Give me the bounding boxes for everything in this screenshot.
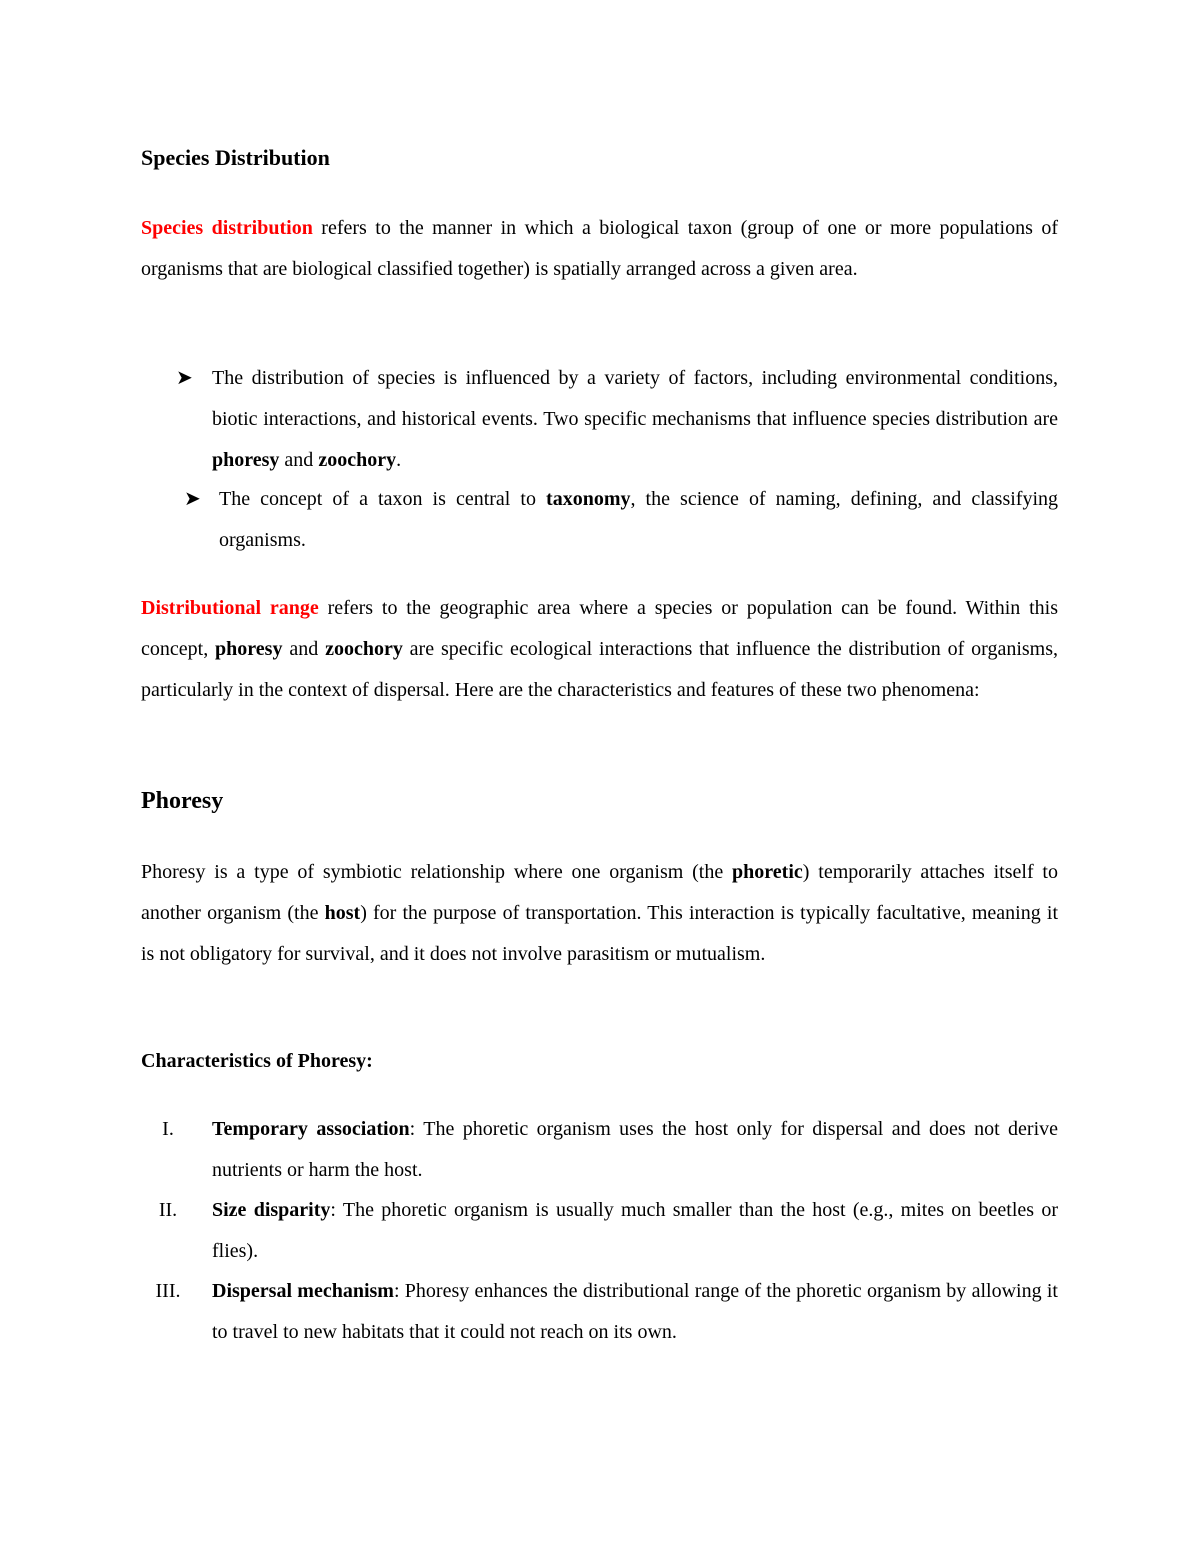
list-number: I. bbox=[162, 1118, 174, 1140]
phoresy-paragraph: Phoresy is a type of symbiotic relationship where one organism (the phoretic) temporarily attaches itself to another organism (the host) for the purpose of transportation. This interaction is typically facultative, meaning it is not obligatory for survival, and it does not involve parasitism or mutualism. bbox=[141, 861, 1059, 965]
intro-paragraph bbox=[141, 208, 1058, 290]
term-species-distribution: Species distribution bbox=[141, 217, 313, 239]
list-item: Dispersal mechanism: Phoresy enhances the distributional range of the phoretic organism by allowing it to travel to new habitats that it could not reach on its own. bbox=[212, 1280, 1058, 1343]
intro-text: refers to the manner in which a biological taxon (group of one or more populations of organisms that are biological classified together) is spatially arranged across a given area. bbox=[141, 217, 1059, 280]
bullet-item: The distribution of species is influenced by a variety of factors, including environmental conditions, biotic interactions, and historical events. Two specific mechanisms that influence species distribution are phoresy and zoochory. bbox=[212, 367, 1058, 471]
term-distributional-range: Distributional range bbox=[141, 597, 319, 619]
bold-zoochory: zoochory bbox=[318, 449, 397, 471]
list-number: II. bbox=[158, 1199, 178, 1221]
bold-phoresy: phoresy bbox=[212, 449, 280, 471]
bullet-item: The concept of a taxon is central to taxonomy, the science of naming, defining, and classifying organisms. bbox=[219, 488, 1059, 551]
arrow-bullet-icon: ➤ bbox=[184, 488, 201, 510]
bold-taxonomy: taxonomy bbox=[546, 488, 631, 510]
characteristics-heading: Characteristics of Phoresy: bbox=[141, 1050, 373, 1072]
list-item: Size disparity: The phoretic organism is usually much smaller than the host (e.g., mites on beetles or flies). bbox=[212, 1199, 1058, 1262]
list-item: Temporary association: The phoretic organism uses the host only for dispersal and does not derive nutrients or harm the host. bbox=[212, 1118, 1059, 1181]
phoresy-heading: Phoresy bbox=[141, 788, 224, 814]
range-paragraph: Distributional range refers to the geographic area where a species or population can be found. Within this concept, phoresy and zoochory are specific ecological interactions that influence the distribution of organisms, particularly in the context of dispersal. Here are the characteristics and features of these two phenomena: bbox=[141, 597, 1059, 701]
page-title: Species Distribution bbox=[141, 145, 330, 170]
arrow-bullet-icon: ➤ bbox=[176, 367, 193, 389]
list-number: III. bbox=[155, 1280, 181, 1302]
